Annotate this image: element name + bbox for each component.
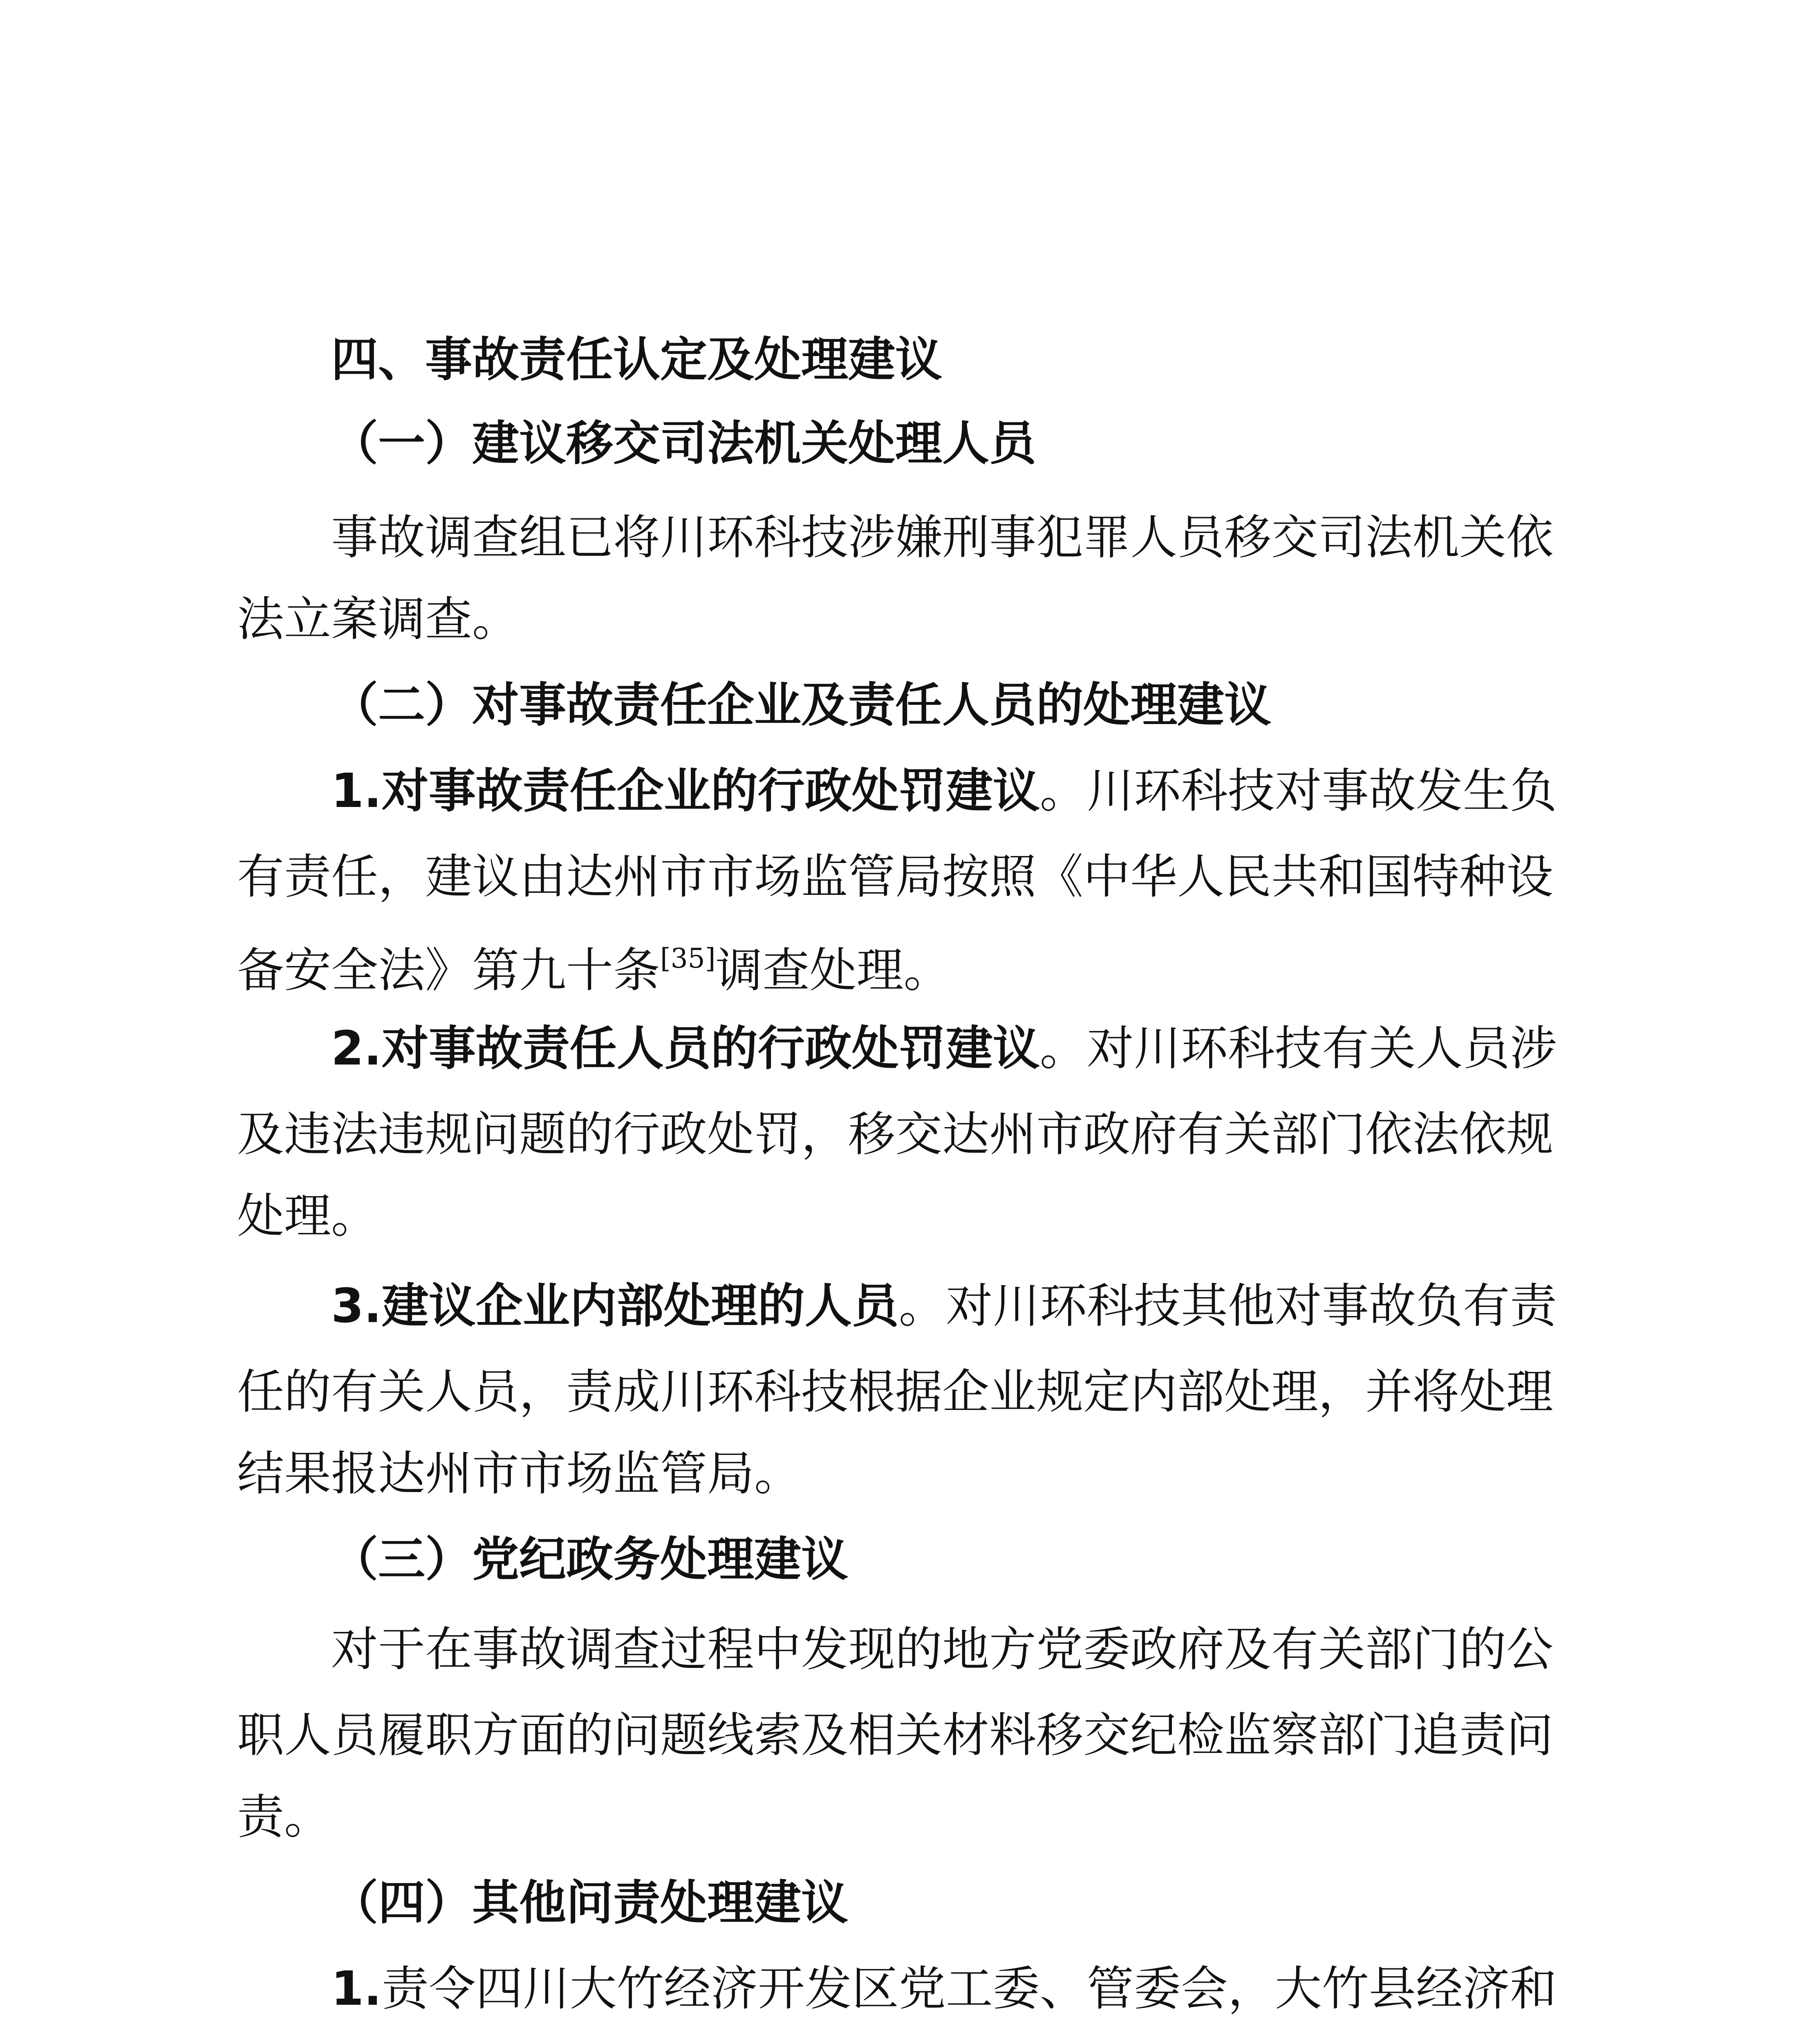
paragraph-line (331, 760, 1557, 822)
paragraph-line: 结果报达州市市场监管局。 (237, 1446, 802, 1501)
paragraph-line: 任的有关人员，责成川环科技根据企业规定内部处理，并将处理 (237, 1365, 1554, 1419)
paragraph-line: 对于在事故调查过程中发现的地方党委政府及有关部门的公 (331, 1622, 1554, 1677)
item-title: 1.对事故责任企业的行政处罚建议 (331, 764, 1040, 818)
subsection-heading-3: （三）党纪政务处理建议 (331, 1532, 849, 1587)
item-text: 。川环科技对事故发生负 (1039, 764, 1557, 818)
paragraph-line (331, 1958, 1557, 2019)
paragraph-line: 处理。 (237, 1189, 379, 1244)
subsection-heading-2: （二）对事故责任企业及责任人员的处理建议 (331, 678, 1272, 733)
paragraph-line: 职人员履职方面的问题线索及相关材料移交纪检监察部门追责问 (237, 1708, 1554, 1763)
paragraph-line: 事故调查组已将川环科技涉嫌刑事犯罪人员移交司法机关依 (331, 510, 1554, 565)
paragraph-line: 有责任，建议由达州市市场监管局按照《中华人民共和国特种设 (237, 849, 1554, 904)
paragraph-line: 责。 (237, 1790, 332, 1845)
footnote-ref: [35] (660, 943, 716, 974)
subsection-heading-1: （一）建议移交司法机关处理人员 (331, 416, 1037, 471)
paragraph-line (331, 1275, 1557, 1337)
subsection-heading-4: （四）其他问责处理建议 (331, 1876, 849, 1930)
paragraph-line (331, 1018, 1557, 1079)
section-heading: 四、事故责任认定及处理建议 (331, 332, 943, 387)
item-title: 3.建议企业内部处理的人员 (331, 1279, 899, 1334)
item-text: 。对川环科技有关人员涉 (1039, 1021, 1557, 1076)
item-text: 。对川环科技其他对事故负有责 (898, 1279, 1557, 1334)
item-text: 备安全法》第九十条 (237, 943, 661, 998)
item-number: 1. (331, 1961, 382, 2016)
paragraph-line: 法立案调查。 (237, 592, 520, 647)
item-text: 调查处理。 (715, 943, 951, 998)
item-title: 2.对事故责任人员的行政处罚建议 (331, 1021, 1040, 1076)
paragraph-line (237, 928, 951, 1001)
item-text: 责令四川大竹经济开发区党工委、管委会，大竹县经济和 (381, 1961, 1557, 2016)
paragraph-line: 及违法违规问题的行政处罚，移交达州市政府有关部门依法依规 (237, 1107, 1554, 1162)
